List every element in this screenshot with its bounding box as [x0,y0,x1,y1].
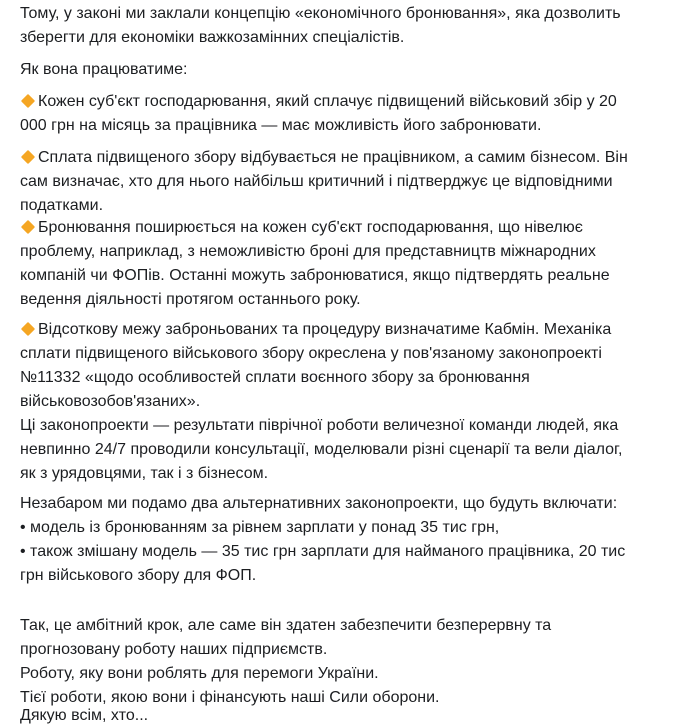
results-paragraph: Ці законопроекти — результати піврічної роботи величезної команди людей, яка невпинно 24/7 проводили консультації, моделювали різні сценарії та вели діалог, як з урядовцями, так і з бізнесом. [20,417,623,482]
upcoming-bills-paragraph [20,492,640,588]
bullet-item [20,146,640,218]
upcoming-bills-lead: Незабаром ми подамо два альтернативних законопроекти, що будуть включати: [20,495,618,512]
bullet-item [20,318,640,414]
bullet-text: Кожен суб'єкт господарювання, який сплачує підвищений військовий збір у 20 000 грн на місяць за працівника — має можливість його забронювати. [20,93,617,134]
list-item: • модель із бронюванням за рівнем зарплати у понад 35 тис грн, [20,519,500,536]
closing-paragraph [20,614,640,710]
how-it-works-heading: Як вона працюватиме: [20,61,188,78]
orange-diamond-icon [21,322,35,336]
bullet-text: Відсоткову межу заброньованих та процедуру визначатиме Кабмін. Механіка сплати підвищеного військового збору окреслена у пов'язаному законопроекті №11332 «щодо особливостей сплати воєнного збору за бронювання військовозобов'язаних». [20,321,612,410]
cut-off-line: Дякую всім, хто... [20,707,149,724]
closing-line: Так, це амбітний крок, але саме він здатен забезпечити безперервну та прогнозовану роботу наших підприємств. [20,617,552,658]
post-intro-paragraph: Тому, у законі ми заклали концепцію «економічного бронювання», яка дозволить зберегти для економіки важкозамінних спеціалістів. [20,5,621,46]
bullet-text: Сплата підвищеного збору відбувається не працівником, а самим бізнесом. Він сам визначає, хто для нього найбільш критичний і підтверджує це відповідними податками. [20,149,628,214]
list-item: • також змішану модель — 35 тис грн зарплати для найманого працівника, 20 тис грн військового збору для ФОП. [20,543,626,584]
bullet-item [20,90,640,138]
bullet-text: Бронювання поширюється на кожен суб'єкт господарювання, що нівелює проблему, наприклад, з неможливістю броні для представництв міжнародних компаній чи ФОПів. Останні можуть забронюватися, якщо підтвердять реальне ведення діяльності протягом останнього року. [20,219,610,308]
orange-diamond-icon [21,94,35,108]
closing-line: Тієї роботи, якою вони і фінансують наші Сили оборони. [20,689,440,706]
orange-diamond-icon [21,150,35,164]
orange-diamond-icon [21,220,35,234]
closing-line: Роботу, яку вони роблять для перемоги України. [20,665,379,682]
bullet-item [20,216,640,312]
